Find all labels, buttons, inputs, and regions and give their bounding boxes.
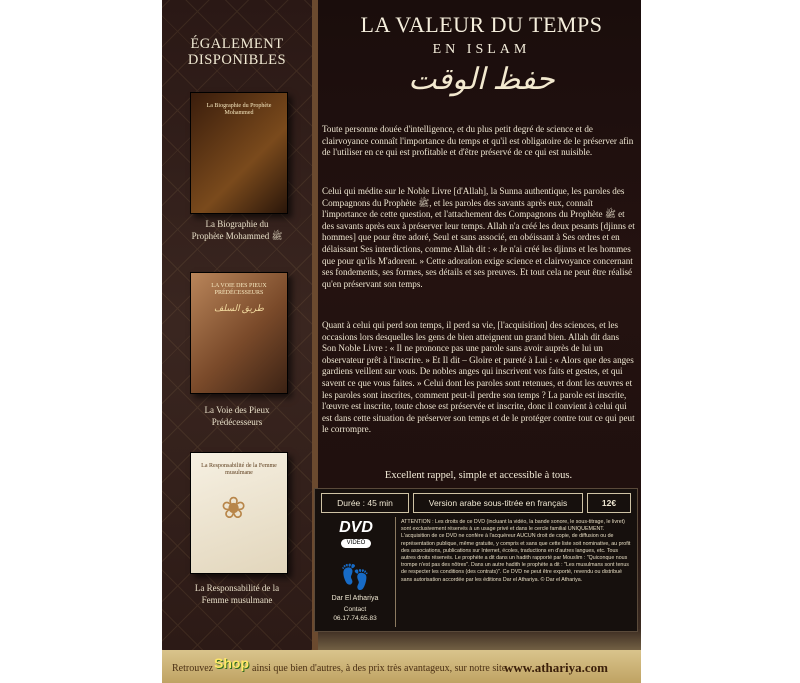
legal-notice: ATTENTION : Les droits de ce DVD (incluant la vidéo, la bande sonore, le sous-titrage, le livret) sont exclusivement réservés à un usage privé et dans le cercle familial UNIQUEMENT. L'acquisition de ce DVD ne confère à l'acquéreur AUCUN droit de copie, de diffusion ou de représentation publique, même gratuite, y compris et sans que cette liste soit nominative, au profit des associations, publications sur Internet, écoles, traductions en d'autres langues, etc. Tous autres droits réservés. Le prophète a dit dans un hadith rapporté par Mouslim : "Quiconque nous trompe n'est pas des nôtres". Dans un autre hadith le prophète a dit : "Les musulmans sont tenus de respecter les conditions (des contrats)". Ce DVD ne peut être exporté, revendu ou distribué sans autorisation accordée par les éditions Dar el Athariya. © Dar el Athariya.: [401, 519, 631, 583]
shop-logo: Shop: [214, 655, 249, 671]
contact-phone: 06.17.74.65.83: [333, 615, 377, 622]
product-cover-pious-predecessors: [190, 272, 288, 394]
also-available-column: [162, 0, 312, 650]
also-available-heading-line2: DISPONIBLES: [187, 52, 287, 68]
body-paragraph-3: Quant à celui qui perd son temps, il perd sa vie, [l'acquisition] des sciences, et les occasions lors desquelles les gens de bien atteignent un grand bien. Allah dit dans Son Noble Livre : « Il ne prononce pas une parole sans avoir auprès de lui un observateur prêt à l'inscrire. » Et Il dit – Gloire et pureté à Lui : « Alors que des anges gardiens veillent sur vous. De nobles anges qui inscrivent vos faits et gestes, et qui savent ce que vous faites. » Celui dont les paroles sont retenues, et dont les œuvres et les paroles sont inscrites, comment peut-il perdre son temps ? La parole est inscrite, l'œuvre est inscrite, toute chose est préservée et inscrite, donc il convient à celui qui est dans cette situation de préserver son temps et de le protéger contre tout ce qui peut le corrompre.: [322, 320, 635, 435]
product-caption-line1: La Responsabilité de la: [194, 583, 280, 593]
footer-text: ainsi que bien d'autres, à des prix très avantageux, sur notre site: [252, 663, 507, 674]
contact-label: Contact: [343, 606, 367, 613]
main-title: LA VALEUR DU TEMPS: [360, 12, 603, 37]
body-paragraph-1: Toute personne douée d'intelligence, et du plus petit degré de science et de clairvoyance connaît l'importance du temps et qu'il est obligatoire de le préserver afin de l'utiliser en ce qui est profitable et d'être préservé de ce qui est nuisible.: [322, 124, 634, 158]
tagline: Excellent rappel, simple et accessible à tous.: [384, 470, 573, 481]
info-divider: [395, 517, 396, 627]
price-box: 12€: [587, 493, 631, 513]
body-paragraph-2: Celui qui médite sur le Noble Livre [d'Allah], la Sunna authentique, les paroles des Compagnons du Prophète ﷺ, et les paroles des savants après eux, connaît l'importance de cette question, et l'attachement des Compagnons du Prophète ﷺ et des savants après eux à préserver leur temps. Allah n'a créé les deux pesants [djinns et hommes] que pour être adoré, Seul et sans associé, en obéissant à Ses ordres et en délaissant Ses interdictions, comme Allah dit : « Je n'ai créé les djinns et les hommes que pour qu'ils M'adorent. » Cette adoration exige science et clairvoyance concernant ses fondements, ses formes, ses détails et ses preuves. Et tout cela ne peut être réalisé qu'en préservant son temps.: [322, 186, 635, 289]
version-box: Version arabe sous-titrée en français: [413, 493, 583, 513]
dvd-back-cover: [162, 0, 641, 683]
product-cover-title: La Biographie du Prophète Mohammed: [206, 103, 272, 116]
product-caption-line1: La Voie des Pieux: [204, 405, 270, 415]
product-caption-line1: La Biographie du: [205, 219, 269, 229]
publisher-name: Dar El Athariya: [331, 595, 379, 602]
product-cover-arabic: طريق السلف: [214, 303, 264, 313]
product-cover-woman-responsibility: [190, 452, 288, 574]
rose-icon: ❀: [221, 492, 247, 525]
product-info-box: [314, 488, 638, 632]
dvd-logo-sub: VIDEO: [341, 539, 371, 548]
info-row: [321, 493, 631, 513]
duration-box: Durée : 45 min: [321, 493, 409, 513]
footer-text-start: Retrouvez: [172, 663, 214, 674]
main-subtitle: EN ISLAM: [432, 42, 531, 57]
product-caption-line2: Prédécesseurs: [211, 417, 263, 427]
product-caption-line2: Femme musulmane: [201, 595, 273, 605]
also-available-heading-line1: ÉGALEMENT: [190, 36, 284, 52]
footer-banner: [162, 650, 641, 683]
product-cover-title: LA VOIE DES PIEUX PRÉDÉCESSEURS: [211, 283, 267, 296]
dvd-video-logo: [323, 519, 389, 549]
product-cover-biography: [190, 92, 288, 214]
footprints-icon: 👣: [340, 565, 370, 591]
dvd-logo-text: DVD: [339, 519, 373, 536]
arabic-title: حفظ الوقت: [408, 63, 555, 96]
product-caption-line2: Prophète Mohammed ﷺ: [191, 231, 283, 241]
website-url: www.athariya.com: [504, 660, 608, 675]
product-cover-title: La Responsabilité de la Femme musulmane: [201, 463, 277, 476]
contact-block: [319, 605, 391, 623]
